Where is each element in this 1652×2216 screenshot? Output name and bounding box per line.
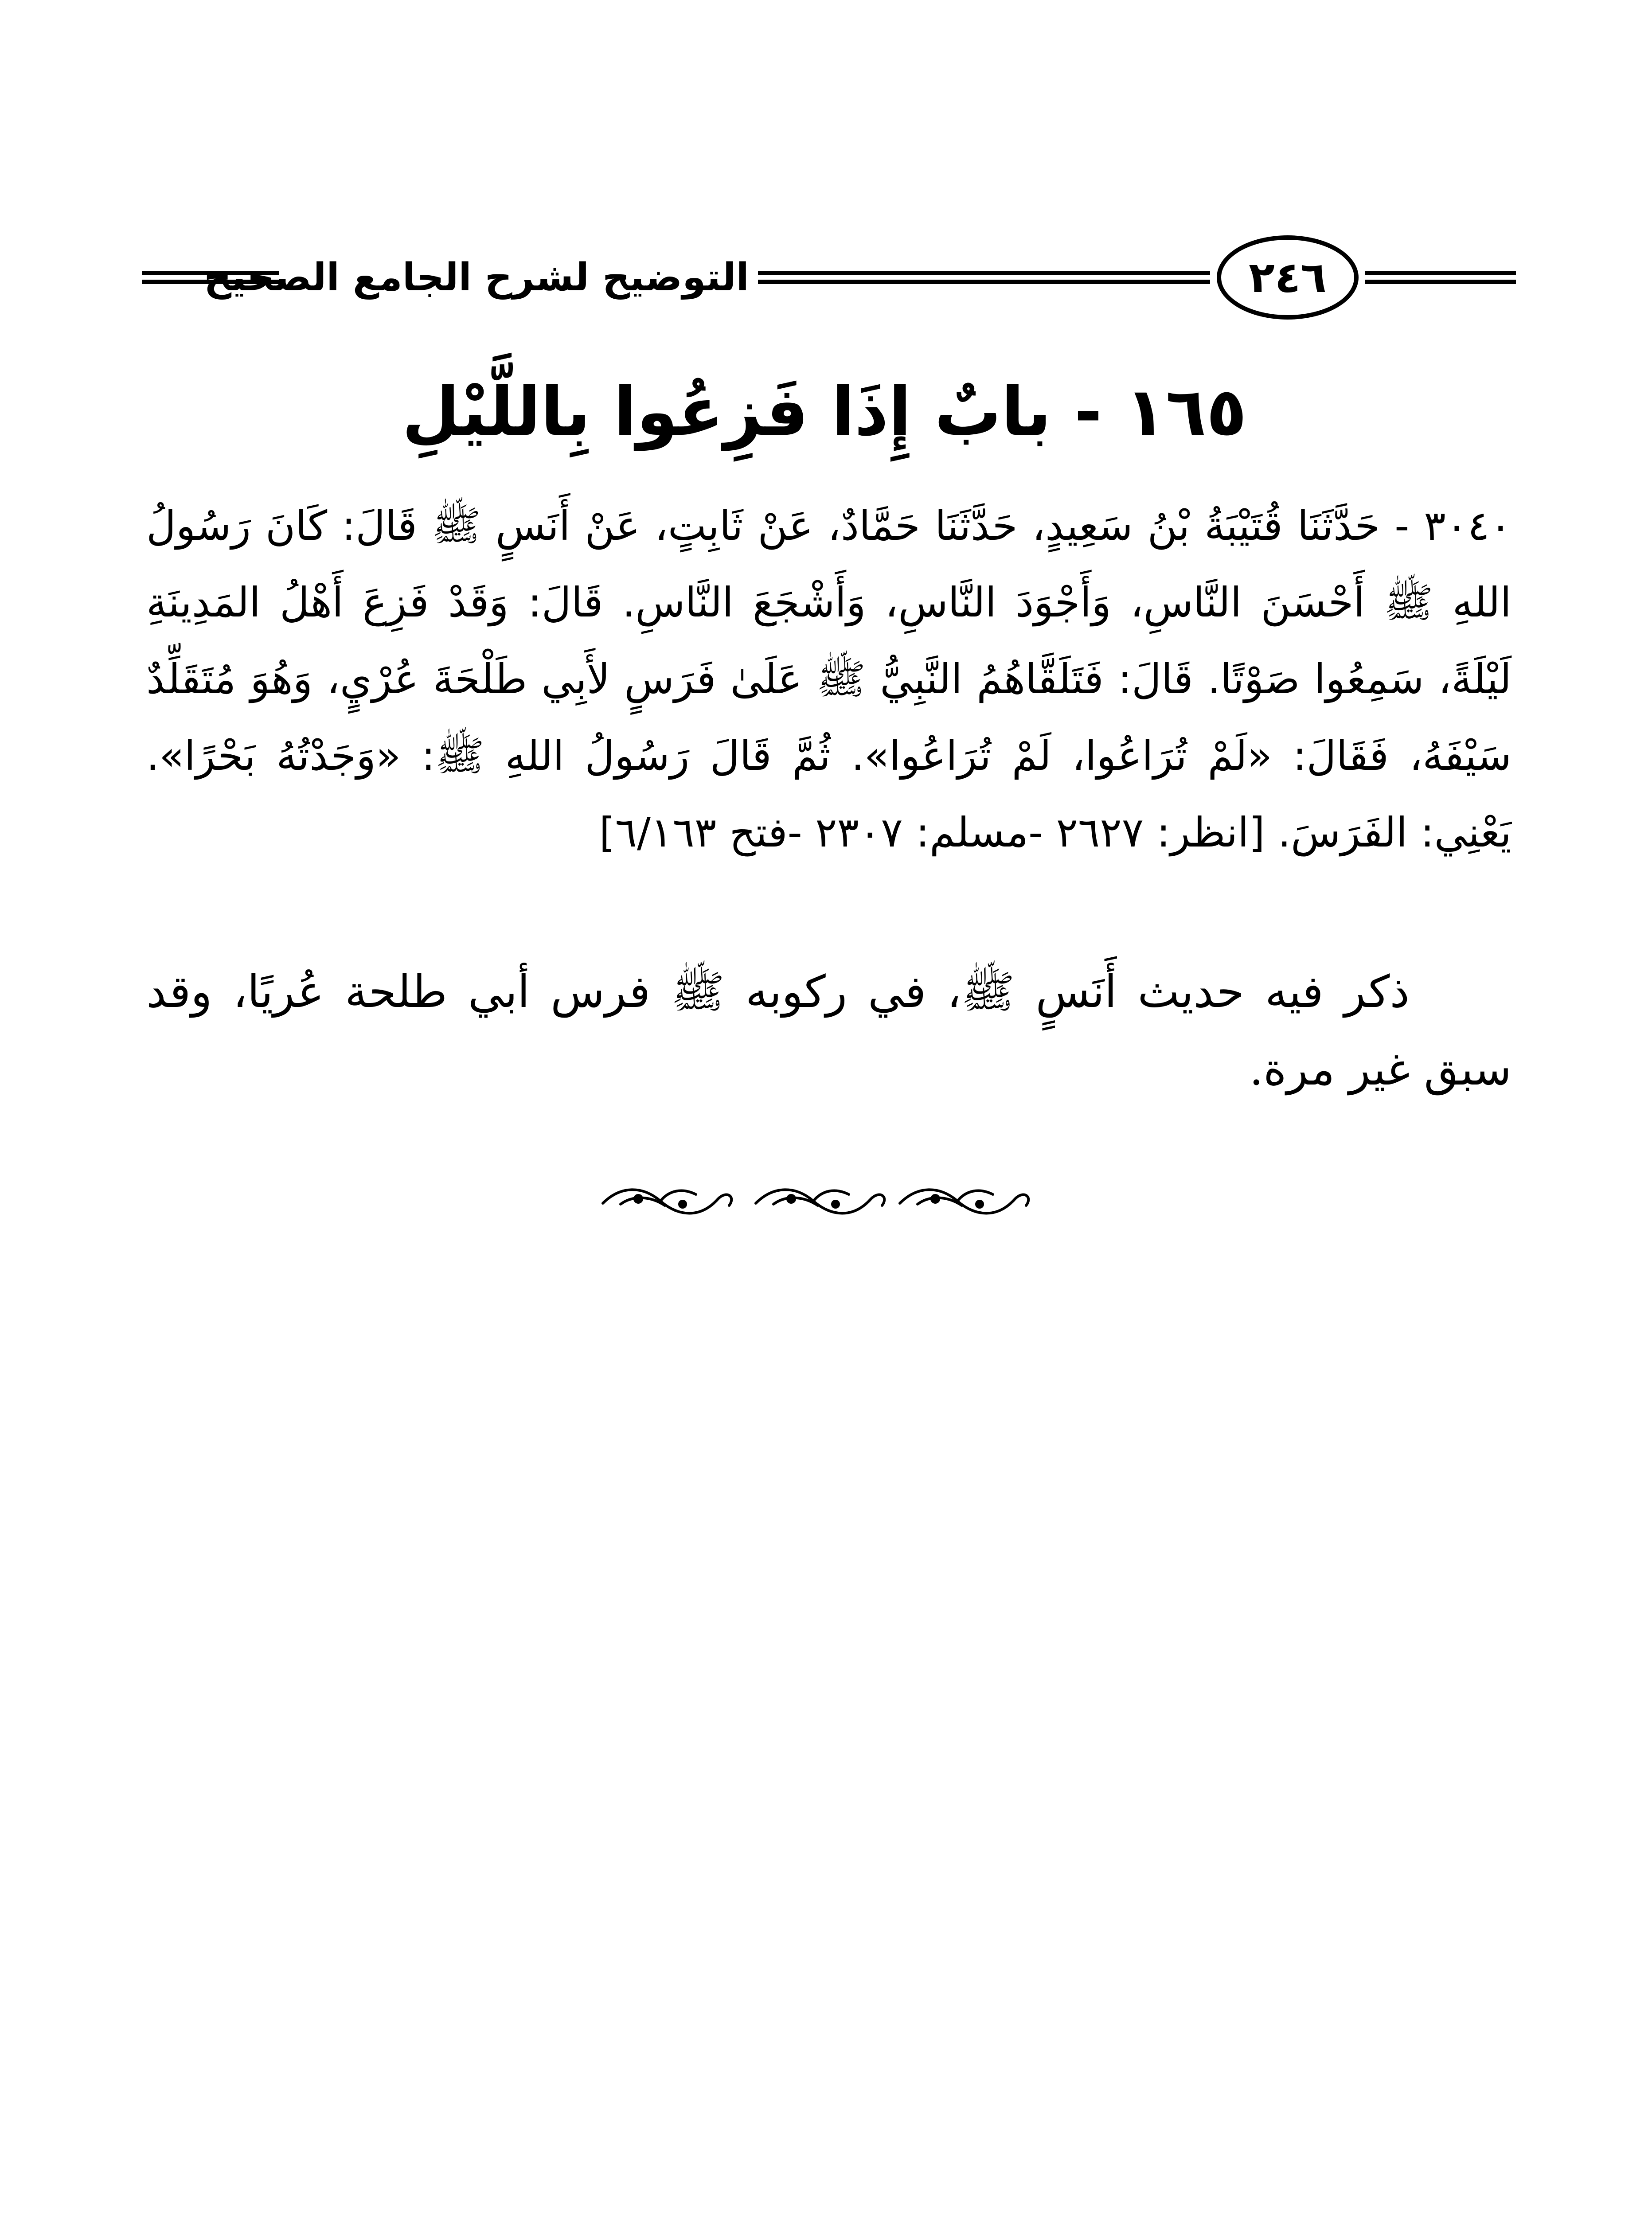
floral-motif-left — [603, 1190, 731, 1213]
floral-divider-icon — [594, 1177, 1037, 1225]
page-number: ٢٤٦ — [1249, 253, 1327, 302]
header-rule-middle — [758, 271, 1210, 284]
floral-motif-center — [756, 1190, 884, 1213]
chapter-heading: ١٦٥ - بابٌ إِذَا فَزِعُوا بِاللَّيْلِ — [402, 374, 1247, 451]
page-header — [142, 233, 1516, 321]
running-title: التوضيح لشرح الجامع الصحيح — [204, 255, 749, 300]
hadith-text: ٣٠٤٠ - حَدَّثَنَا قُتَيْبَةُ بْنُ سَعِيدٍ، حَدَّثَنَا حَمَّادٌ، عَنْ ثَابِتٍ، عَنْ أَنَسٍ ﷺ قَالَ: كَانَ رَسُولُ اللهِ ﷺ أَحْسَنَ النَّاسِ، وَأَجْوَدَ النَّاسِ، وَأَشْجَعَ النَّاسِ. قَالَ: وَقَدْ فَزِعَ أَهْلُ المَدِينَةِ لَيْلَةً، سَمِعُوا صَوْتًا. قَالَ: فَتَلَقَّاهُمُ النَّبِيُّ ﷺ عَلَىٰ فَرَسٍ لأَبِي طَلْحَةَ عُرْيٍ، وَهُوَ مُتَقَلِّدٌ سَيْفَهُ، فَقَالَ: «لَمْ تُرَاعُوا، لَمْ تُرَاعُوا». ثُمَّ قَالَ رَسُولُ اللهِ ﷺ: «وَجَدْتُهُ بَحْرًا». يَعْنِي: الفَرَسَ. [انظر: ٢٦٢٧ -مسلم: ٢٣٠٧ -فتح ٦/١٦٣] — [146, 502, 1511, 856]
floral-motif-right — [900, 1190, 1028, 1213]
page-number-badge — [1217, 235, 1359, 320]
commentary-text: ذكر فيه حديث أَنَسٍ ﷺ، في ركوبه ﷺ فرس أبي طلحة عُريًا، وقد سبق غير مرة. — [146, 966, 1511, 1095]
header-rule-right — [1365, 271, 1516, 284]
